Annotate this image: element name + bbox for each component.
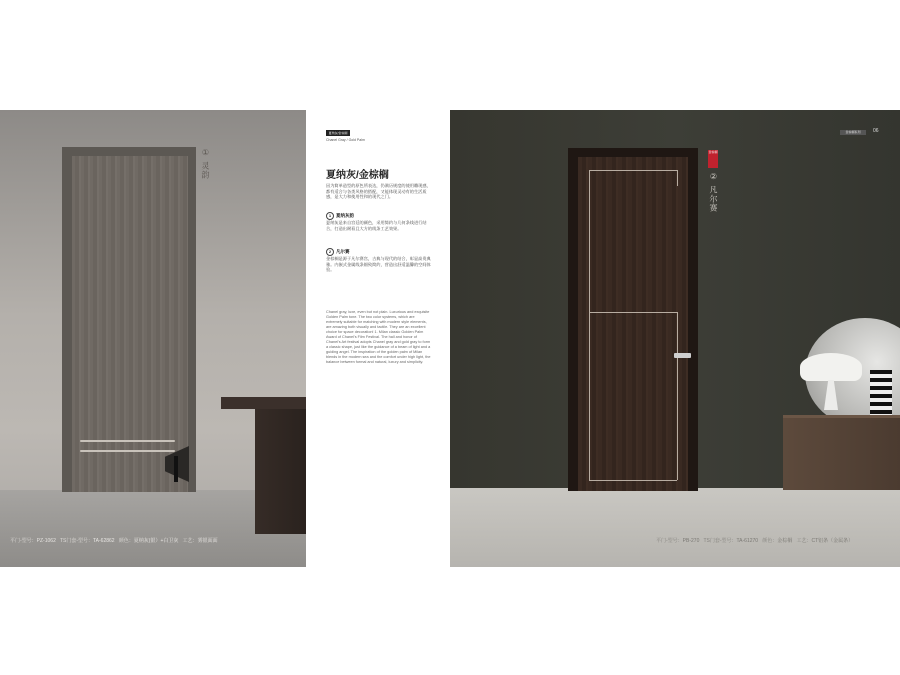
lamp-shade (800, 353, 862, 381)
section-1-number: 1 (326, 212, 334, 220)
page-number: 06 (873, 128, 879, 134)
left-door-photo (0, 110, 306, 567)
door-inlay-bottom (589, 480, 677, 481)
door-inlay-middle (589, 312, 677, 313)
door-inlay-left (589, 170, 590, 480)
table-top (221, 397, 306, 409)
text-page (306, 110, 450, 567)
spec-line: 平门-型号：PB-270 TS门套-型号：TA-61270 颜色：金棕榈 工艺：CT铝条（金属条） (656, 538, 854, 544)
floor (450, 488, 900, 567)
door-inlay-right (677, 312, 678, 480)
page-title: 夏纳灰/金棕榈 (326, 170, 389, 181)
catalog-spread (0, 110, 900, 567)
door-inlay-top (589, 170, 677, 171)
section-tag: 夏纳灰/金棕榈 (326, 130, 350, 136)
walnut-door (578, 157, 688, 491)
door-handle (174, 456, 178, 482)
series-badge: 金棕榈 (708, 150, 718, 168)
page-tag: 金棕榈系列 (840, 130, 866, 135)
section-2-text: 金棕榈是源于凡尔赛宫，古典与现代的结合，彰显高贵典雅。内嵌式金属线条细致简约，营造出舒适温馨的空间体验。 (326, 256, 431, 273)
door-handle (674, 353, 691, 358)
english-description: Chanel gray, luxe, even but not plain. Luxurious and exquisite Golden Palm tone. The two color systems, which are extremely suitable for matching with modern style elements, are amazing both visually and tactile. They are an excellent choice for space decoration! 1. Milan classic Golden Palm Award of Chanel's Film Festival. The hall and honor of Chanel's Art festival adopts Chanel gray and gold gray to form a classic shape, just like the guidance of a beam of light and a guiding angel. The inspiration of the golden palm of Milan blends in the modern sea and the comfort under high light, the balance between formal and natural, luxury and simplicity. (326, 310, 431, 364)
section-2-heading: 2 凡尔赛 (326, 248, 350, 256)
section-1-heading: 1 夏纳灰韵 (326, 212, 354, 220)
door-series-label: ② 凡尔赛 (709, 172, 718, 213)
spec-line: 平门-型号：PZ-1062 TS门套-型号：TA-62862 颜色：夏纳灰(银）+白卫灰 工艺：雾银面面 (10, 538, 218, 544)
section-2-number: 2 (326, 248, 334, 256)
side-cabinet (783, 418, 900, 490)
table-base (255, 409, 306, 534)
band-line-top (80, 440, 175, 442)
right-door-photo (450, 110, 900, 567)
section-subtag: Chanel Gray / Gold Palm (326, 138, 365, 142)
striped-vase (870, 370, 892, 415)
intro-paragraph: 因为简单造型的原色所表达，仍满历规度的使用雕现感，都有适合与各类风格的搭配，又能体现灵动有的生活质感，是大力和使用性和的现代之门。 (326, 183, 431, 200)
band-line-bottom (80, 450, 175, 452)
section-1-text: 夏纳灰是来自宫廷的颜色，采用简约与几何条线进行结合，打造出耐看且大方的线条工艺效果。 (326, 220, 427, 231)
door-series-label: ① 灵韵 (201, 148, 210, 180)
door-inlay-right-top (677, 170, 678, 186)
